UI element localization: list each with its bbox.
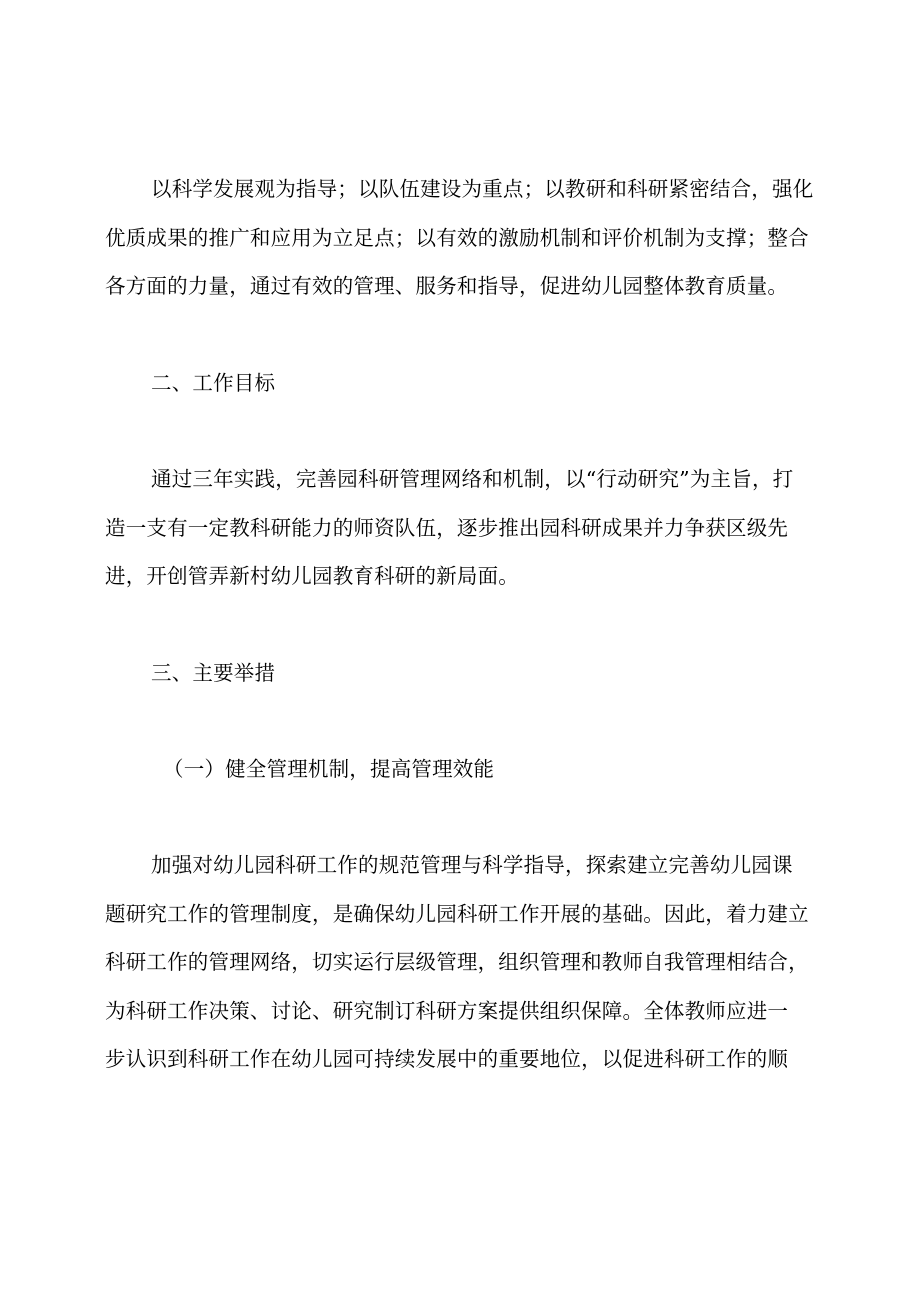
- subsection-1-heading: （一）健全管理机制，提高管理效能: [163, 757, 495, 781]
- section-2-heading: 二、工作目标: [151, 371, 276, 395]
- paragraph-2-line-3: 进，开创管弄新村幼儿园教育科研的新局面。: [105, 564, 519, 588]
- paragraph-3-line-4: 为科研工作决策、讨论、研究制订科研方案提供组织保障。全体教师应进一: [105, 999, 789, 1023]
- paragraph-2-line-2: 造一支有一定教科研能力的师资队伍，逐步推出园科研成果并力争获区级先: [105, 516, 789, 540]
- paragraph-1-line-3: 各方面的力量，通过有效的管理、服务和指导，促进幼儿园整体教育质量。: [105, 274, 789, 298]
- paragraph-3-line-3: 科研工作的管理网络，切实运行层级管理，组织管理和教师自我管理相结合，: [105, 950, 809, 974]
- paragraph-2-line-1: 通过三年实践，完善园科研管理网络和机制，以“行动研究”为主旨，打: [151, 467, 794, 491]
- paragraph-3-line-5: 步认识到科研工作在幼儿园可持续发展中的重要地位，以促进科研工作的顺: [105, 1047, 789, 1071]
- section-3-heading: 三、主要举措: [151, 661, 276, 685]
- paragraph-3-line-1: 加强对幼儿园科研工作的规范管理与科学指导，探索建立完善幼儿园课: [151, 853, 793, 877]
- paragraph-3-line-2: 题研究工作的管理制度，是确保幼儿园科研工作开展的基础。因此，着力建立: [105, 902, 809, 926]
- paragraph-1-line-1: 以科学发展观为指导；以队伍建设为重点；以教研和科研紧密结合，强化: [151, 177, 814, 201]
- paragraph-1-line-2: 优质成果的推广和应用为立足点；以有效的激励机制和评价机制为支撑；整合: [105, 226, 809, 250]
